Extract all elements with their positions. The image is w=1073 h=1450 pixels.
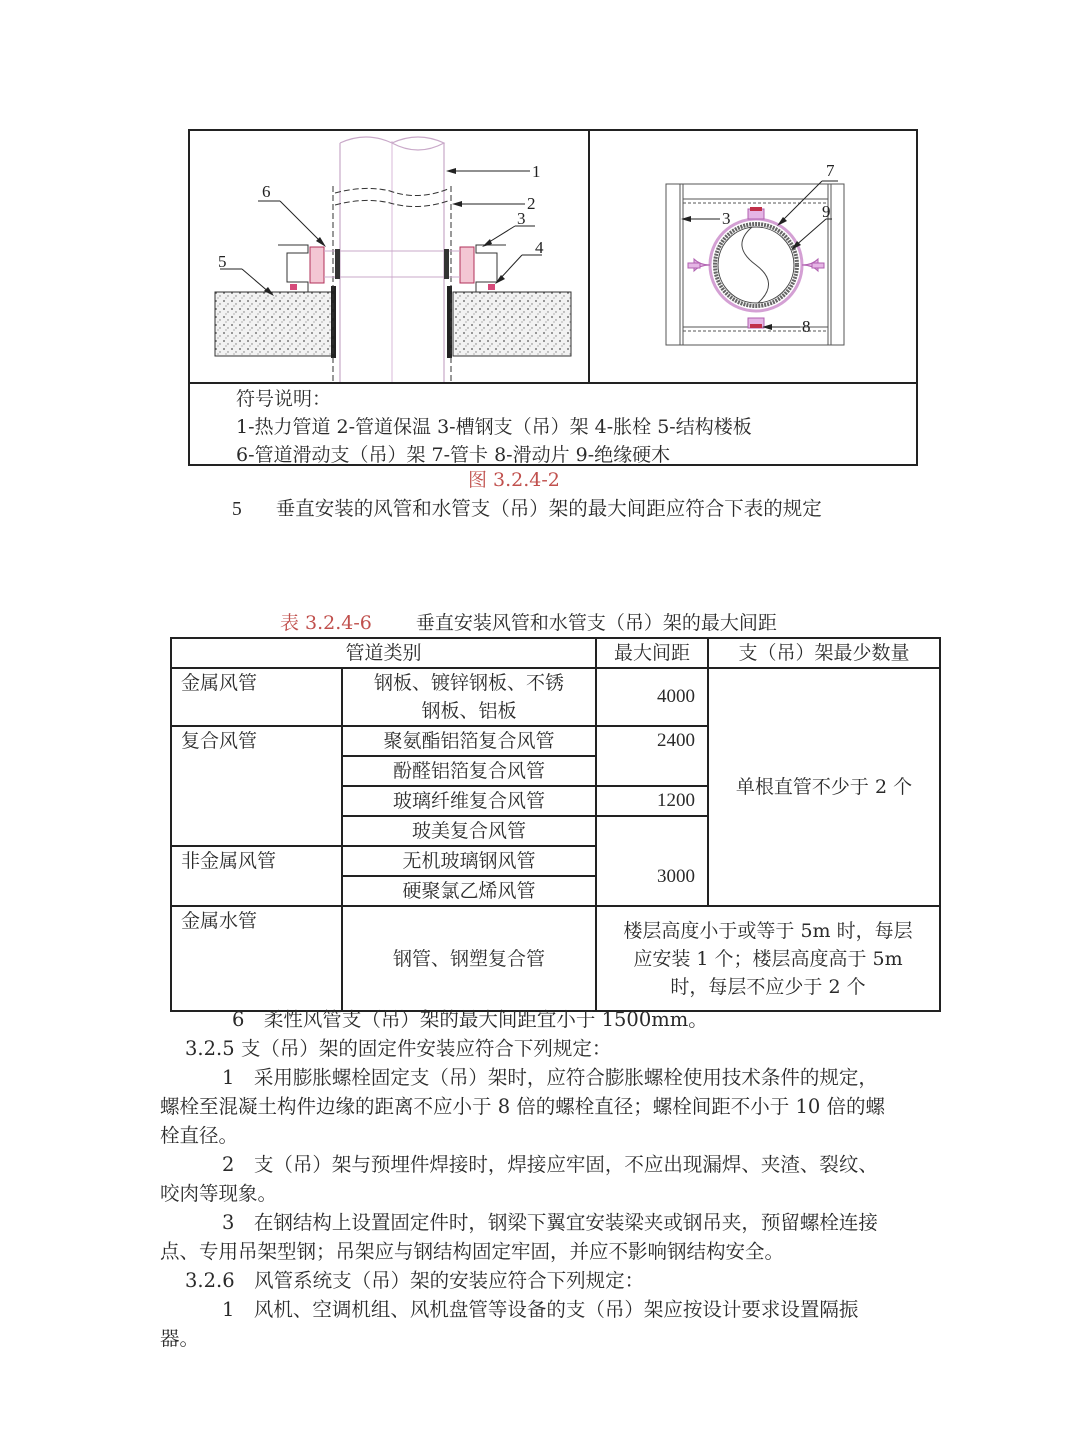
figure-3-2-4-2: [188, 129, 918, 466]
legend-line-2: 6-管道滑动支（吊）架 7-管卡 8-滑动片 9-绝缘硬木: [236, 444, 671, 466]
min-count-ducts: 单根直管不少于 2 个: [708, 668, 940, 906]
callout-8: 8: [802, 317, 811, 336]
callout-1: 1: [532, 162, 541, 181]
table-number: 表 3.2.4-6: [280, 612, 372, 634]
callout-6: 6: [262, 182, 271, 201]
section-3-2-5-item-3-line-2: 点、专用吊架型钢；吊架应与钢结构固定牢固，并应不影响钢结构安全。: [160, 1240, 785, 1263]
item-upvc-duct: 硬聚氯乙烯风管: [342, 876, 596, 906]
rule-line-2: 应安装 1 个；楼层高度高于 5m: [633, 947, 903, 970]
item-line-1: 钢板、镀锌钢板、不锈: [373, 672, 564, 694]
section-3-2-6: 3.2.6 风管系统支（吊）架的安装应符合下列规定：: [185, 1269, 645, 1292]
item-inorganic-frp-duct: 无机玻璃钢风管: [342, 846, 596, 876]
rule-line-1: 楼层高度小于或等于 5m 时，每层: [623, 919, 913, 942]
table-title: 垂直安装风管和水管支（吊）架的最大间距: [415, 612, 777, 634]
callout-2: 2: [527, 194, 536, 213]
clause-5: [232, 495, 822, 524]
clause-5-number: 5: [232, 499, 242, 520]
callout-3: 3: [517, 209, 526, 228]
item-line-2: 钢板、铝板: [421, 700, 517, 722]
legend-line-1: 1-热力管道 2-管道保温 3-槽钢支（吊）架 4-胀栓 5-结构楼板: [236, 416, 752, 438]
max-spacing-table: [170, 637, 941, 1012]
callout-9: 9: [822, 202, 831, 221]
figure-divider-horizontal: [190, 382, 916, 384]
table-caption: [280, 609, 777, 637]
spacing-4000: 4000: [596, 668, 708, 726]
spacing-3000: 3000: [596, 816, 708, 906]
section-3-2-5-item-1-line-3: 栓直径。: [160, 1124, 239, 1147]
symbol-legend: [236, 385, 752, 469]
section-3-2-6-item-1-line-2: 器。: [160, 1327, 200, 1350]
item-glass-mg-duct: 玻美复合风管: [342, 816, 596, 846]
item-steel-plates: [342, 668, 596, 726]
section-3-2-5-item-1-line-1: 1 采用膨胀螺栓固定支（吊）架时，应符合膨胀螺栓使用技术条件的规定，: [222, 1066, 878, 1089]
spacing-2400: 2400: [596, 726, 708, 786]
callout-3-right: 3: [722, 209, 731, 228]
spacing-1200: 1200: [596, 786, 708, 816]
table-header-row: [171, 638, 940, 668]
table-row: [171, 668, 940, 726]
clause-5-text: 垂直安装的风管和水管支（吊）架的最大间距应符合下表的规定: [275, 497, 822, 520]
table-row: [171, 906, 940, 1011]
item-glass-fiber-duct: 玻璃纤维复合风管: [342, 786, 596, 816]
callout-5: 5: [218, 252, 227, 271]
water-pipe-rule: [596, 906, 940, 1011]
section-3-2-5-item-2-line-1: 2 支（吊）架与预埋件焊接时，焊接应牢固，不应出现漏焊、夹渣、裂纹、: [222, 1153, 878, 1176]
category-metal-duct: 金属风管: [171, 668, 342, 726]
legend-title: 符号说明：: [236, 388, 332, 410]
item-phenolic-foil-duct: 酚醛铝箔复合风管: [342, 756, 596, 786]
item-pu-foil-duct: 聚氨酯铝箔复合风管: [342, 726, 596, 756]
callout-7: 7: [826, 161, 835, 180]
section-3-2-5: 3.2.5 支（吊）架的固定件安装应符合下列规定：: [185, 1037, 612, 1060]
rule-line-3: 时，每层不应少于 2 个: [670, 975, 866, 998]
category-metal-water-pipe: 金属水管: [171, 906, 342, 1011]
item-steel-pipe: 钢管、钢塑复合管: [342, 906, 596, 1011]
header-pipe-category: 管道类别: [171, 638, 596, 668]
header-min-support-count: 支（吊）架最少数量: [708, 638, 940, 668]
category-composite-duct: 复合风管: [171, 726, 342, 846]
section-3-2-5-item-1-line-2: 螺栓至混凝土构件边缘的距离不应小于 8 倍的螺栓直径；螺栓间距不小于 10 倍的螺: [160, 1095, 886, 1118]
header-max-spacing: 最大间距: [596, 638, 708, 668]
vertical-pipe-through-slab-drawing: [190, 131, 588, 382]
clause-6: 6 柔性风管支（吊）架的最大间距宜小于 1500mm。: [232, 1008, 708, 1031]
callout-4: 4: [535, 238, 544, 257]
category-nonmetal-duct: 非金属风管: [171, 846, 342, 906]
section-3-2-6-item-1-line-1: 1 风机、空调机组、风机盘管等设备的支（吊）架应按设计要求设置隔振: [222, 1298, 859, 1321]
pipe-clamp-plan-drawing: [590, 131, 918, 382]
section-3-2-5-item-2-line-2: 咬肉等现象。: [160, 1182, 278, 1205]
section-3-2-5-item-3-line-1: 3 在钢结构上设置固定件时，钢梁下翼宜安装梁夹或钢吊夹，预留螺栓连接: [222, 1211, 878, 1234]
figure-caption: 图 3.2.4-2: [468, 469, 560, 491]
